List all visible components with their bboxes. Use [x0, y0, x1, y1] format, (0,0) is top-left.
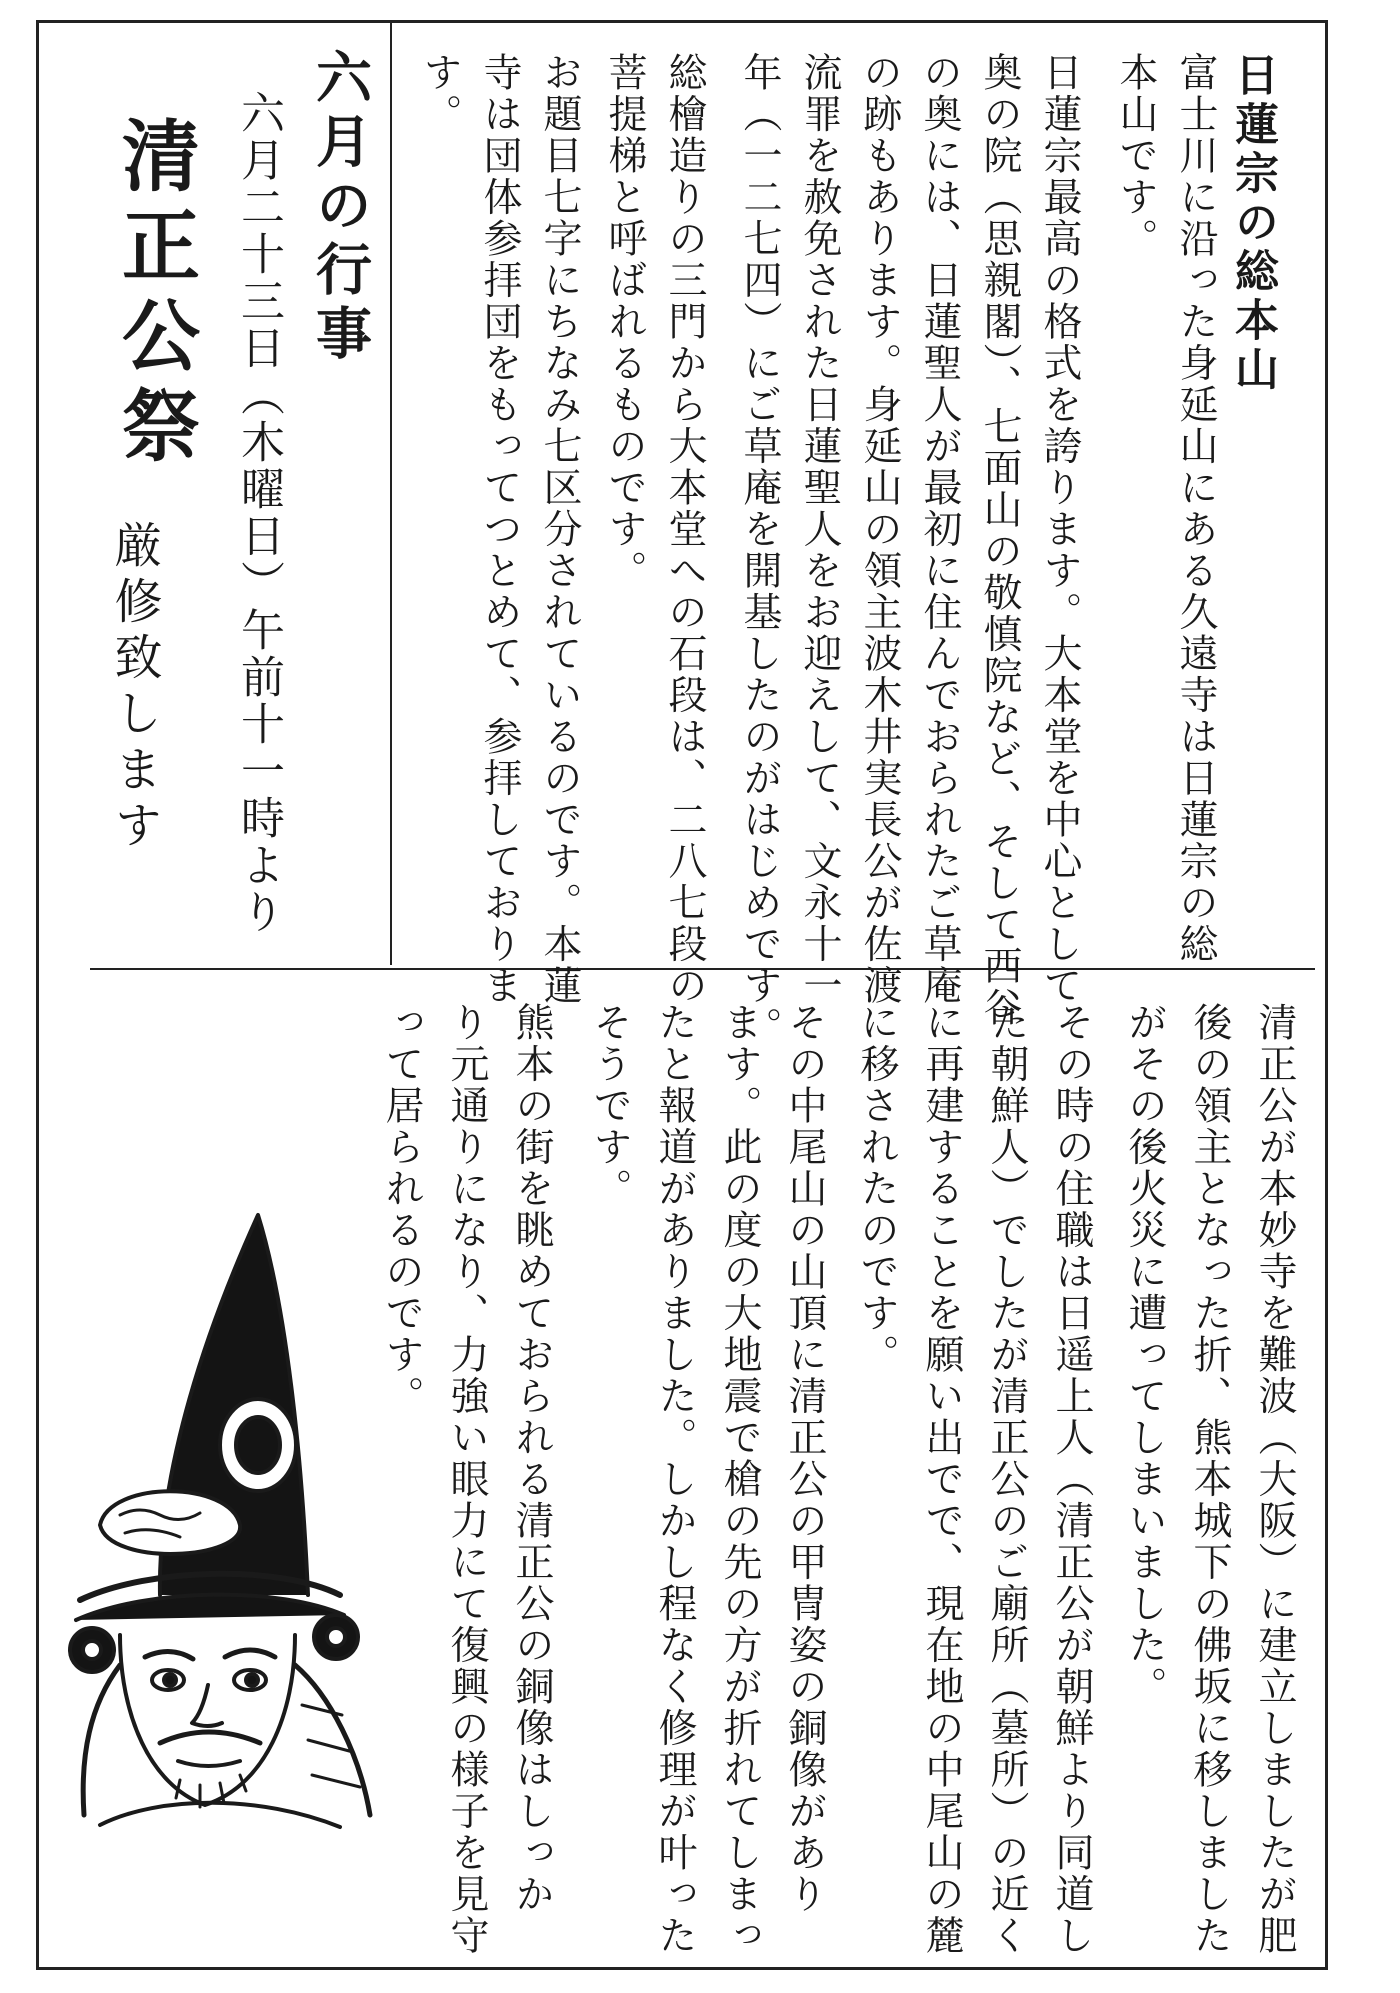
article-column: 菩提梯と呼ばれるものです。 [602, 52, 647, 592]
article-column: 奥の院（思親閣）、七面山の敬慎院など、そして西谷 [977, 52, 1022, 1029]
article-column: り元通りになり、力強い眼力にて復興の様子を見守 [444, 1002, 489, 1957]
article-column: の跡もあります。身延山の領主波木井実長公が佐渡 [857, 52, 902, 1007]
article-column: に再建することを願い出でで、現在地の中尾山の麓 [919, 1002, 964, 1957]
event-date: 六月二十三日（木曜日）午前十一時より [233, 90, 284, 936]
article-column: 流罪を赦免された日蓮聖人をお迎えして、文永十一 [797, 52, 842, 1007]
article-column: お題目七字にちなみ七区分されているのです。本蓮 [537, 52, 582, 1007]
article-column: の奥には、日蓮聖人が最初に住んでおられたご草庵 [917, 52, 962, 1007]
vertical-divider [390, 20, 392, 965]
article-column: 日蓮宗最高の格式を誇ります。大本堂を中心として [1037, 52, 1082, 1007]
article-column: ます。此の度の大地震で槍の先の方が折れてしまっ [717, 1002, 762, 1957]
article-column: た朝鮮人）でしたが清正公のご廟所（墓所）の近く [984, 1002, 1029, 1957]
article-column: に移されたのです。 [854, 1002, 899, 1376]
event-name: 清正公祭 [109, 115, 200, 475]
article-column: その時の住職は日遥上人（清正公が朝鮮より同道し [1049, 1002, 1094, 1957]
article-column: 寺は団体参拝団をもってつとめて、参拝しておりま [477, 52, 522, 1007]
article-column: 富士川に沿った身延山にある久遠寺は日蓮宗の総 [1173, 52, 1218, 965]
article-column: 本山です。 [1113, 52, 1158, 260]
event-heading: 六月の行事 [307, 48, 373, 368]
article-column: 後の領主となった折、熊本城下の佛坂に移しました [1187, 1002, 1232, 1957]
article-column: そうです。 [587, 1002, 632, 1210]
article-column: 年（一二七四）にご草庵を開基したのがはじめです。 [737, 52, 782, 1048]
kiyomasa-portrait-illustration [40, 1195, 420, 1835]
article-column: す。 [417, 52, 462, 135]
article-column: って居られるのです。 [379, 1002, 424, 1417]
article-column: たと報道がありました。しかし程なく修理が叶った [652, 1002, 697, 1957]
event-note: 厳修致します [106, 520, 162, 856]
article-column: 熊本の街を眺めておられる清正公の銅像はしっか [509, 1002, 554, 1915]
article-column: 総檜造りの三門から大本堂への石段は、二八七段の [662, 52, 707, 1007]
article-column: その中尾山の山頂に清正公の甲冑姿の銅像があり [782, 1002, 827, 1915]
article-column: がその後火災に遭ってしまいました。 [1122, 1002, 1167, 1708]
article-column: 清正公が本妙寺を難波（大阪）に建立しましたが肥 [1252, 1002, 1297, 1957]
article-heading: 日蓮宗の総本山 [1227, 52, 1278, 395]
